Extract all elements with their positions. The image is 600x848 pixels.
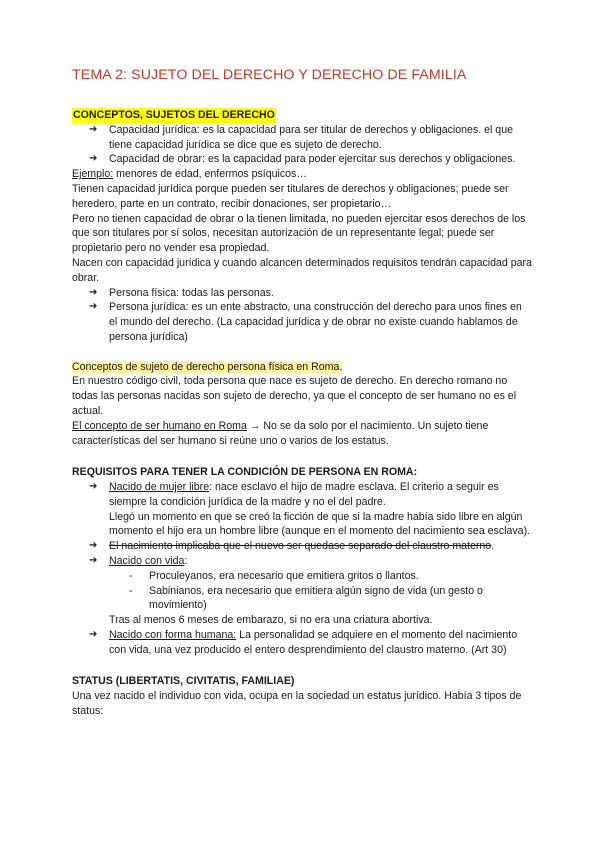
list-item: ➔ Persona física: todas las personas. (89, 286, 274, 299)
example-paragraph: Ejemplo: menores de edad, enfermos psíquicos… (72, 168, 307, 181)
section-heading-requisitos: REQUISITOS PARA TENER LA CONDICIÓN DE PERSONA EN ROMA: (72, 466, 418, 479)
section-heading-conceptos: CONCEPTOS, SUJETOS DEL DERECHO (73, 109, 275, 121)
paragraph: Una vez nacido el individuo con vida, ocupa en la sociedad un estatus jurídico. Había 3 tipos de status: (72, 690, 522, 717)
section-status (72, 674, 532, 718)
arrow-bullet-icon: ➔ (89, 540, 98, 552)
example-label: Ejemplo: (72, 168, 114, 181)
arrow-bullet-icon: ➔ (89, 554, 98, 566)
list-item: - Proculeyanos, era necesario que emitiera gritos o llantos. (129, 569, 419, 582)
bullet-list-personas (72, 286, 532, 345)
list-item: ➔ Nacido de mujer libre: nace esclavo el hijo de madre esclava. El criterio a seguir es siempre la condición jurídica de la madre y no el del padre. Llegó un momento en que se creó la ficción de que si la madre había sido libre en algún momento el hijo era un hombre libre (aunque en el momento del nacimiento sea esclava). (89, 480, 531, 538)
arrow-bullet-icon: ➔ (89, 286, 98, 298)
arrow-bullet-icon: ➔ (89, 301, 98, 313)
paragraph: Pero no tienen capacidad de obrar o la tienen limitada, no pueden ejercitar esos derechos de los que son titulares por sí solos, necesitan autorización de un representante legal; puede ser propietario pero no vender esa propiedad. (72, 212, 526, 255)
dash-bullet-icon: - (129, 569, 133, 582)
paragraph: Nacen con capacidad jurídica y cuando alcancen determinados requisitos tendrán capacidad para obrar. (72, 256, 532, 284)
paragraph: El concepto de ser humano en Roma → No se da solo por el nacimiento. Un sujeto tiene características del ser humano si reúne uno o varios de los estatus. (72, 419, 489, 447)
dash-list-escuelas (109, 569, 532, 613)
dash-bullet-icon: - (129, 584, 133, 597)
arrow-bullet-icon: ➔ (89, 480, 98, 492)
arrow-bullet-icon: ➔ (89, 628, 98, 640)
section-requisitos (72, 465, 532, 657)
page-title: TEMA 2: SUJETO DEL DERECHO Y DERECHO DE FAMILIA (72, 67, 467, 83)
paragraph: En nuestro código civil, toda persona que nace es sujeto de derecho. En derecho romano no todas las personas nacidas son sujeto de derecho, ya que el concepto de ser humano no es el actual. (72, 375, 517, 417)
section-roma (72, 360, 532, 449)
list-item: ➔ Nacido con vida: - Proculeyanos, era necesario que emitiera gritos o llantos. - Sabinianos, era necesario que emitiera algún signo de vida (un gesto o movimiento) Tras al menos 6 meses de embarazo, si no era una criatura abortiva. (89, 554, 532, 628)
list-item: - Sabinianos, era necesario que emitiera algún signo de vida (un gesto o movimiento) (129, 584, 483, 612)
paragraph: Tienen capacidad jurídica porque pueden ser titulares de derechos y obligaciones; puede ser heredero, parte en un contrato, recibir donaciones, ser propietario… (72, 182, 509, 210)
list-item: ➔ Nacido con forma humana: La personalidad se adquiere en el momento del nacimiento con vida, una vez producido el entero desprendimiento del claustro materno. (Art 30) (89, 628, 518, 656)
list-item: ➔ Capacidad jurídica: es la capacidad para ser titular de derechos y obligaciones. el que tiene capacidad jurídica se dice que es sujeto de derecho. (89, 123, 513, 151)
arrow-bullet-icon: ➔ (89, 123, 98, 135)
section-heading-roma: Conceptos de sujeto de derecho persona física en Roma. (72, 360, 343, 373)
list-item: ➔ Capacidad de obrar: es la capacidad para poder ejercitar sus derechos y obligaciones. (89, 153, 516, 166)
bullet-list-requisitos (72, 480, 532, 658)
concept-label: El concepto de ser humano en Roma (72, 419, 247, 432)
document-page (72, 66, 532, 719)
bullet-list-capacidad (72, 123, 532, 167)
section-conceptos (72, 106, 532, 345)
section-heading-status: STATUS (LIBERTATIS, CIVITATIS, FAMILIAE) (72, 675, 295, 688)
arrow-bullet-icon: ➔ (89, 153, 98, 165)
list-item: ➔ El nacimiento implicaba que el nuevo ser quedase separado del claustro materno. (89, 540, 495, 553)
list-item: ➔ Persona jurídica: es un ente abstracto, una construcción del derecho para unos fines en el mundo del derecho. (La capacidad jurídica y de obrar no existe cuando hablamos de persona jurídica) (89, 301, 522, 343)
